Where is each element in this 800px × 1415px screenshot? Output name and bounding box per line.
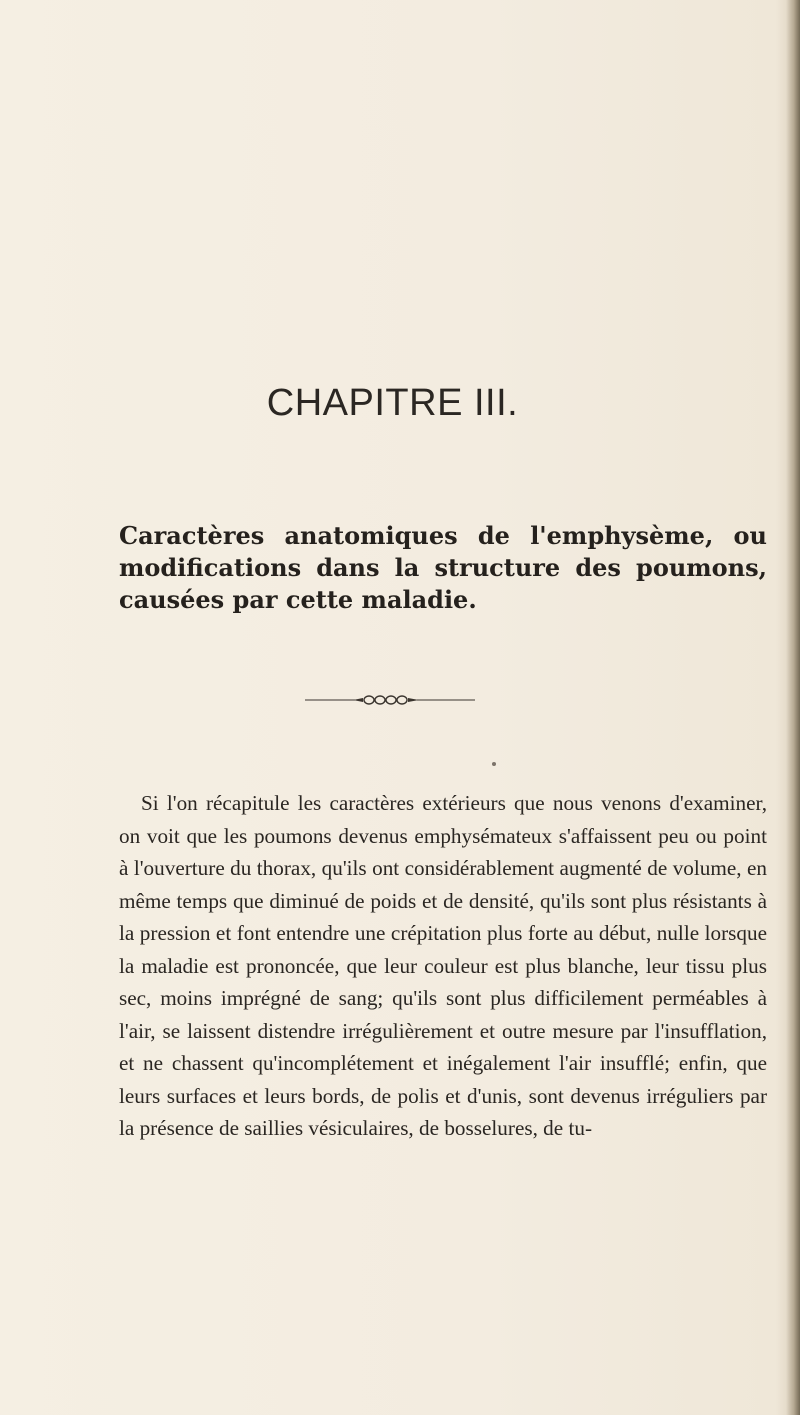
body-text (119, 787, 767, 1145)
section-heading: Caractères anatomiques de l'emphysème, ou modifications dans la structure des poumons, causées par cette maladie. (119, 521, 767, 614)
page-edge-shadow (786, 0, 800, 1415)
ink-speck (492, 762, 496, 766)
body-paragraph: Si l'on récapitule les caractères extérieurs que nous venons d'examiner, on voit que les poumons devenus emphysémateux s'affaissent peu ou point à l'ouverture du thorax, qu'ils ont considérablement augmenté de volume, en même temps que diminué de poids et de densité, qu'ils sont plus résistants à la pression et font entendre une crépitation plus forte au début, nulle lorsque la maladie est prononcée, que leur couleur est plus blanche, leur tissu plus sec, moins imprégné de sang; qu'ils sont plus difficilement perméables à l'air, se laissent distendre irrégulièrement et outre mesure par l'insufflation, et ne chassent qu'incomplétement et inégalement l'air insufflé; enfin, que leurs surfaces et leurs bords, de polis et d'unis, sont devenus irréguliers par la présence de saillies vésiculaires, de bosselures, de tu- (119, 791, 767, 1140)
decorative-rule-ornament-icon (305, 693, 475, 707)
chapter-title: CHAPITRE III. (266, 382, 519, 424)
